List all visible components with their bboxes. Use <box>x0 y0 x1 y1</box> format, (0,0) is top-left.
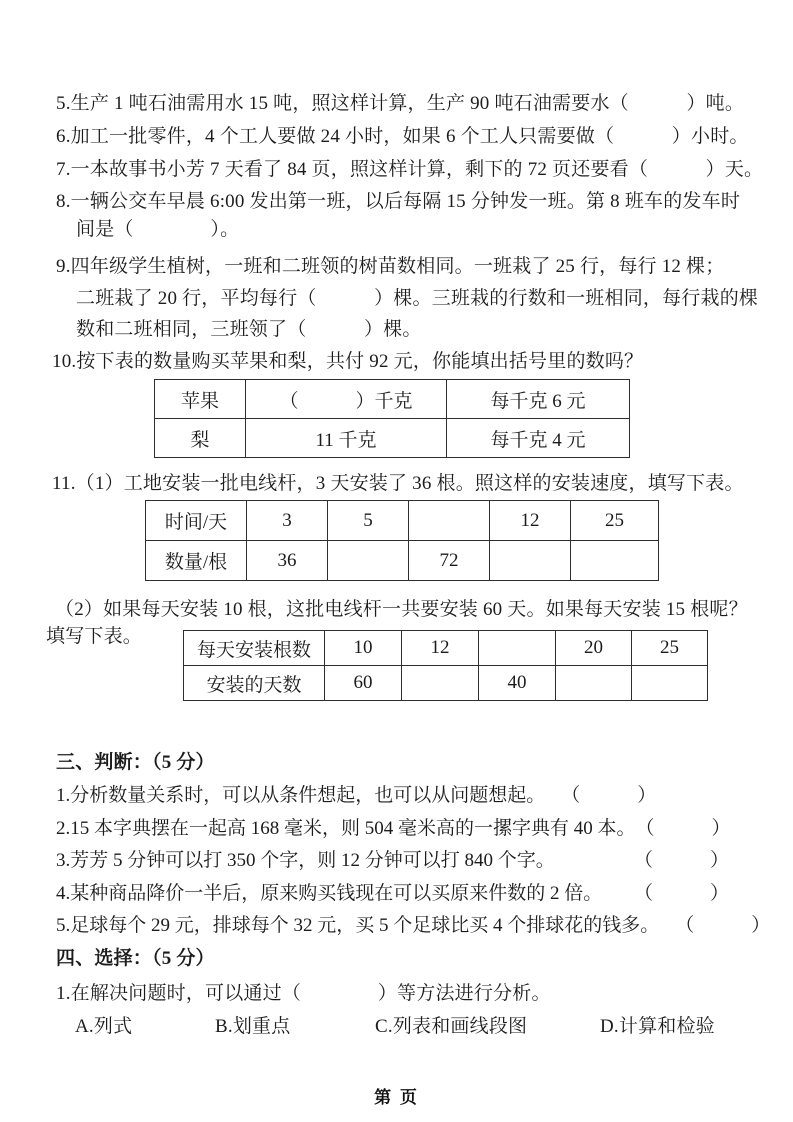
install-days-table <box>183 630 708 701</box>
table-row <box>184 666 708 701</box>
judgment-text: 4.某种商品降价一半后，原来购买钱现在可以买原来件数的 2 倍。 <box>56 883 603 904</box>
question-11-part2: （2）如果每天安装 10 根，这批电线杆一共要安装 60 天。如果每天安装 15 根呢？ <box>55 599 748 620</box>
judgment-item-1 <box>56 784 729 808</box>
table-cell: 3 <box>247 501 328 541</box>
question-6: 6.加工一批零件，4 个工人要做 24 小时，如果 6 个工人只需要做（ ）小时。 <box>56 126 749 147</box>
judgment-text: 5.足球每个 29 元，排球每个 32 元，买 5 个足球比买 4 个排球花的钱多。 <box>56 915 660 936</box>
question-11-part2-note: 填写下表。 <box>46 626 143 647</box>
page-footer: 第 页 <box>374 1088 419 1107</box>
question-7: 7.一本故事书小芳 7 天看了 84 页，照这样计算，剩下的 72 页还要看（ ）天。 <box>56 159 764 180</box>
table-cell: 数量/根 <box>146 541 247 581</box>
fruit-price-table <box>154 379 630 458</box>
table-cell: 20 <box>556 631 632 666</box>
judgment-item-5 <box>56 914 771 938</box>
table-cell: 安装的天数 <box>184 666 325 701</box>
table-cell: 每千克 4 元 <box>447 419 630 458</box>
choice-option-d: D.计算和检验 <box>600 1016 715 1037</box>
judgment-text: 3.芳芳 5 分钟可以打 350 个字，则 12 分钟可以打 840 个字。 <box>56 850 555 871</box>
table-cell: 苹果 <box>155 380 246 419</box>
table-cell <box>632 666 708 701</box>
install-rate-table <box>145 500 659 581</box>
question-8-line2: 间是（ ）。 <box>76 219 240 240</box>
table-cell: 25 <box>632 631 708 666</box>
table-cell: 梨 <box>155 419 246 458</box>
table-cell <box>490 541 571 581</box>
table-row <box>155 380 630 419</box>
table-row <box>146 541 659 581</box>
table-cell: 时间/天 <box>146 501 247 541</box>
choice-option-c: C.列表和画线段图 <box>375 1016 528 1037</box>
choice-option-b: B.划重点 <box>215 1016 291 1037</box>
section-judgment-heading: 三、判断：（5 分） <box>56 752 215 773</box>
table-cell: 12 <box>490 501 571 541</box>
table-cell: 40 <box>479 666 556 701</box>
table-cell <box>328 541 409 581</box>
table-row <box>146 501 659 541</box>
table-cell: 每天安装根数 <box>184 631 325 666</box>
judgment-item-4 <box>56 882 729 906</box>
table-cell: 5 <box>328 501 409 541</box>
table-cell: 72 <box>409 541 490 581</box>
table-cell <box>571 541 659 581</box>
table-row <box>184 631 708 666</box>
judgment-item-2 <box>56 817 729 841</box>
section-choice-heading: 四、选择：（5 分） <box>56 948 215 969</box>
choice-option-a: A.列式 <box>75 1016 133 1037</box>
table-cell <box>402 666 479 701</box>
table-cell: 25 <box>571 501 659 541</box>
table-cell <box>479 631 556 666</box>
choice-question-1: 1.在解决问题时，可以通过（ ）等方法进行分析。 <box>56 983 551 1004</box>
table-cell: （ ）千克 <box>246 380 447 419</box>
judgment-text: 1.分析数量关系时，可以从条件想起，也可以从问题想起。 <box>56 785 546 806</box>
table-cell: 10 <box>325 631 402 666</box>
table-cell <box>409 501 490 541</box>
table-cell: 11 千克 <box>246 419 447 458</box>
table-cell: 每千克 6 元 <box>447 380 630 419</box>
judgment-text: 2.15 本字典摆在一起高 168 毫米，则 504 毫米高的一摞字典有 40 本。 <box>56 818 636 839</box>
question-5: 5.生产 1 吨石油需用水 15 吨，照这样计算，生产 90 吨石油需要水（ ）吨。 <box>56 93 745 114</box>
table-cell: 60 <box>325 666 402 701</box>
answer-parens: （ ） <box>635 818 731 839</box>
table-cell: 12 <box>402 631 479 666</box>
question-9-line3: 数和二班相同，三班领了（ ）棵。 <box>76 319 422 340</box>
judgment-item-3 <box>56 849 729 873</box>
question-9-line2: 二班栽了 20 行，平均每行（ ）棵。三班栽的行数和一班相同，每行栽的棵 <box>76 288 759 309</box>
table-row <box>155 419 630 458</box>
question-9-line1: 9.四年级学生植树，一班和二班领的树苗数相同。一班栽了 25 行，每行 12 棵； <box>56 256 725 277</box>
answer-parens: （ ） <box>633 883 729 904</box>
table-cell: 36 <box>247 541 328 581</box>
question-8-line1: 8.一辆公交车早晨 6:00 发出第一班，以后每隔 15 分钟发一班。第 8 班车的发车时 <box>56 191 741 212</box>
table-cell <box>556 666 632 701</box>
answer-parens: （ ） <box>561 785 657 806</box>
question-10: 10.按下表的数量购买苹果和梨，共付 92 元，你能填出括号里的数吗？ <box>52 351 644 372</box>
question-11-part1: 11.（1）工地安装一批电线杆，3 天安装了 36 根。照这样的安装速度，填写下表。 <box>52 473 744 494</box>
answer-parens: （ ） <box>633 850 729 871</box>
answer-parens: （ ） <box>675 915 771 936</box>
